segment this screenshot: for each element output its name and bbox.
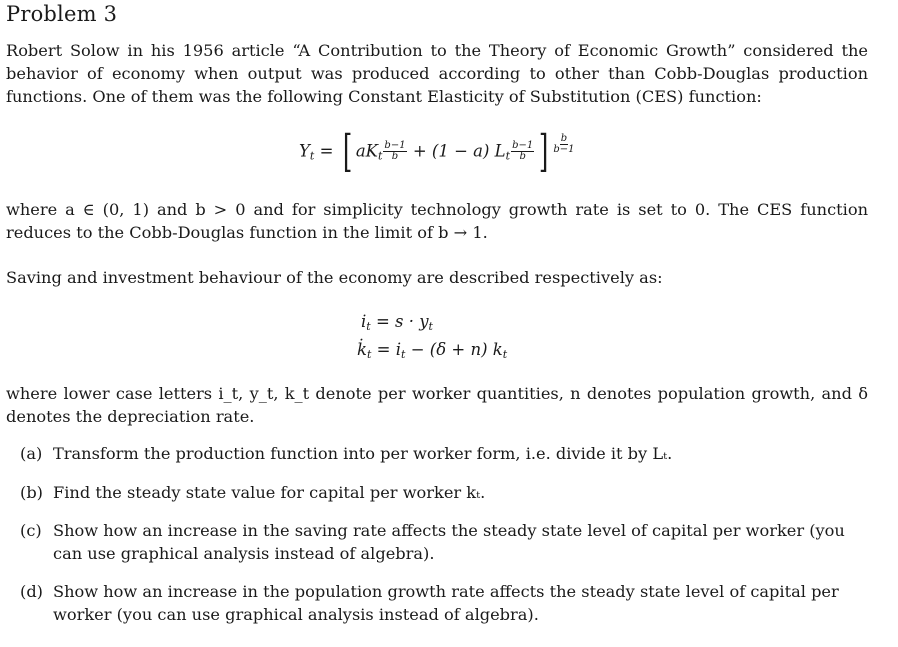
saving-intro: Saving and investment behaviour of the economy are described respectively as: bbox=[6, 268, 663, 287]
saving-eq-rhs-sub: t bbox=[428, 320, 433, 333]
ces-exp2-den: b bbox=[519, 150, 526, 162]
question-text: Show how an increase in the saving rate affects the steady state level of capital per worker (you can use graphical analysis instead of algebra). bbox=[53, 521, 845, 563]
capital-eq-rhs-sub: t bbox=[502, 348, 508, 361]
capital-eq-lhs-sub: t bbox=[367, 348, 372, 361]
saving-eq-lhs: i bbox=[361, 312, 367, 331]
question-text: Transform the production function into per worker form, i.e. divide it by Lₜ. bbox=[53, 444, 673, 463]
ces-exp2-num: b−1 bbox=[512, 139, 534, 151]
question-item bbox=[20, 442, 870, 465]
ces-exp1 bbox=[383, 141, 406, 162]
question-text: Show how an increase in the population growth rate affects the steady state level of capital per worker (you can use graphical analysis instead of algebra). bbox=[53, 582, 839, 624]
question-label: (b) bbox=[20, 483, 43, 502]
saving-eq-lhs-sub: t bbox=[366, 320, 371, 333]
question-text: Find the steady state value for capital per worker kₜ. bbox=[53, 483, 486, 502]
saving-equation bbox=[361, 312, 433, 331]
right-bracket-icon: ] bbox=[539, 126, 549, 177]
ces-exp2 bbox=[511, 141, 534, 162]
ces-lhs-sub: t bbox=[309, 149, 315, 163]
capital-eq-rhs: − (δ + n) k bbox=[410, 340, 503, 359]
intro-paragraph: Robert Solow in his 1956 article “A Contribution to the Theory of Economic Growth” considered the behavior of economy when output was produced according to other than Cobb-Douglas production functions. One of them was the following Constant Elasticity of Substitution (CES) function: bbox=[6, 41, 868, 106]
capital-eq-lhs: k̇ bbox=[357, 340, 367, 359]
ces-plus: + bbox=[412, 141, 427, 161]
ces-lhs: Y bbox=[299, 141, 310, 161]
ces-equation bbox=[6, 122, 868, 182]
ces-exp1-num: b−1 bbox=[384, 139, 406, 151]
conditions-paragraph: where a ∈ (0, 1) and b > 0 and for simplicity technology growth rate is set to 0. The CES function reduces to the Cobb-Douglas function in the limit of b → 1. bbox=[6, 200, 868, 242]
question-label: (d) bbox=[20, 582, 43, 601]
question-item bbox=[20, 519, 870, 565]
capital-eq-mid-sub: t bbox=[401, 348, 406, 361]
definitions-paragraph: where lower case letters i_t, y_t, k_t denote per worker quantities, n denotes population growth, and δ denotes the depreciation rate. bbox=[6, 384, 868, 426]
capital-eq-mid: = i bbox=[376, 340, 402, 359]
problem-title: Problem 3 bbox=[6, 2, 118, 26]
ces-term2: (1 − a) L bbox=[431, 141, 506, 161]
ces-outer-exp bbox=[553, 134, 574, 155]
capital-equation bbox=[357, 340, 507, 359]
ces-term1: aK bbox=[355, 141, 378, 161]
ces-exp1-den: b bbox=[391, 150, 399, 162]
ces-outer-exp-den: b−1 bbox=[553, 143, 575, 155]
question-item bbox=[20, 580, 870, 626]
left-bracket-icon: [ bbox=[342, 126, 352, 177]
ces-term1-sub: t bbox=[378, 149, 383, 163]
question-label: (a) bbox=[20, 444, 43, 463]
question-item bbox=[20, 481, 870, 504]
ces-equals: = bbox=[319, 141, 334, 161]
ces-outer-exp-num: b bbox=[560, 132, 568, 144]
question-label: (c) bbox=[20, 521, 42, 540]
saving-eq-rhs: = s · y bbox=[375, 312, 429, 331]
ces-term2-sub: t bbox=[505, 149, 511, 163]
